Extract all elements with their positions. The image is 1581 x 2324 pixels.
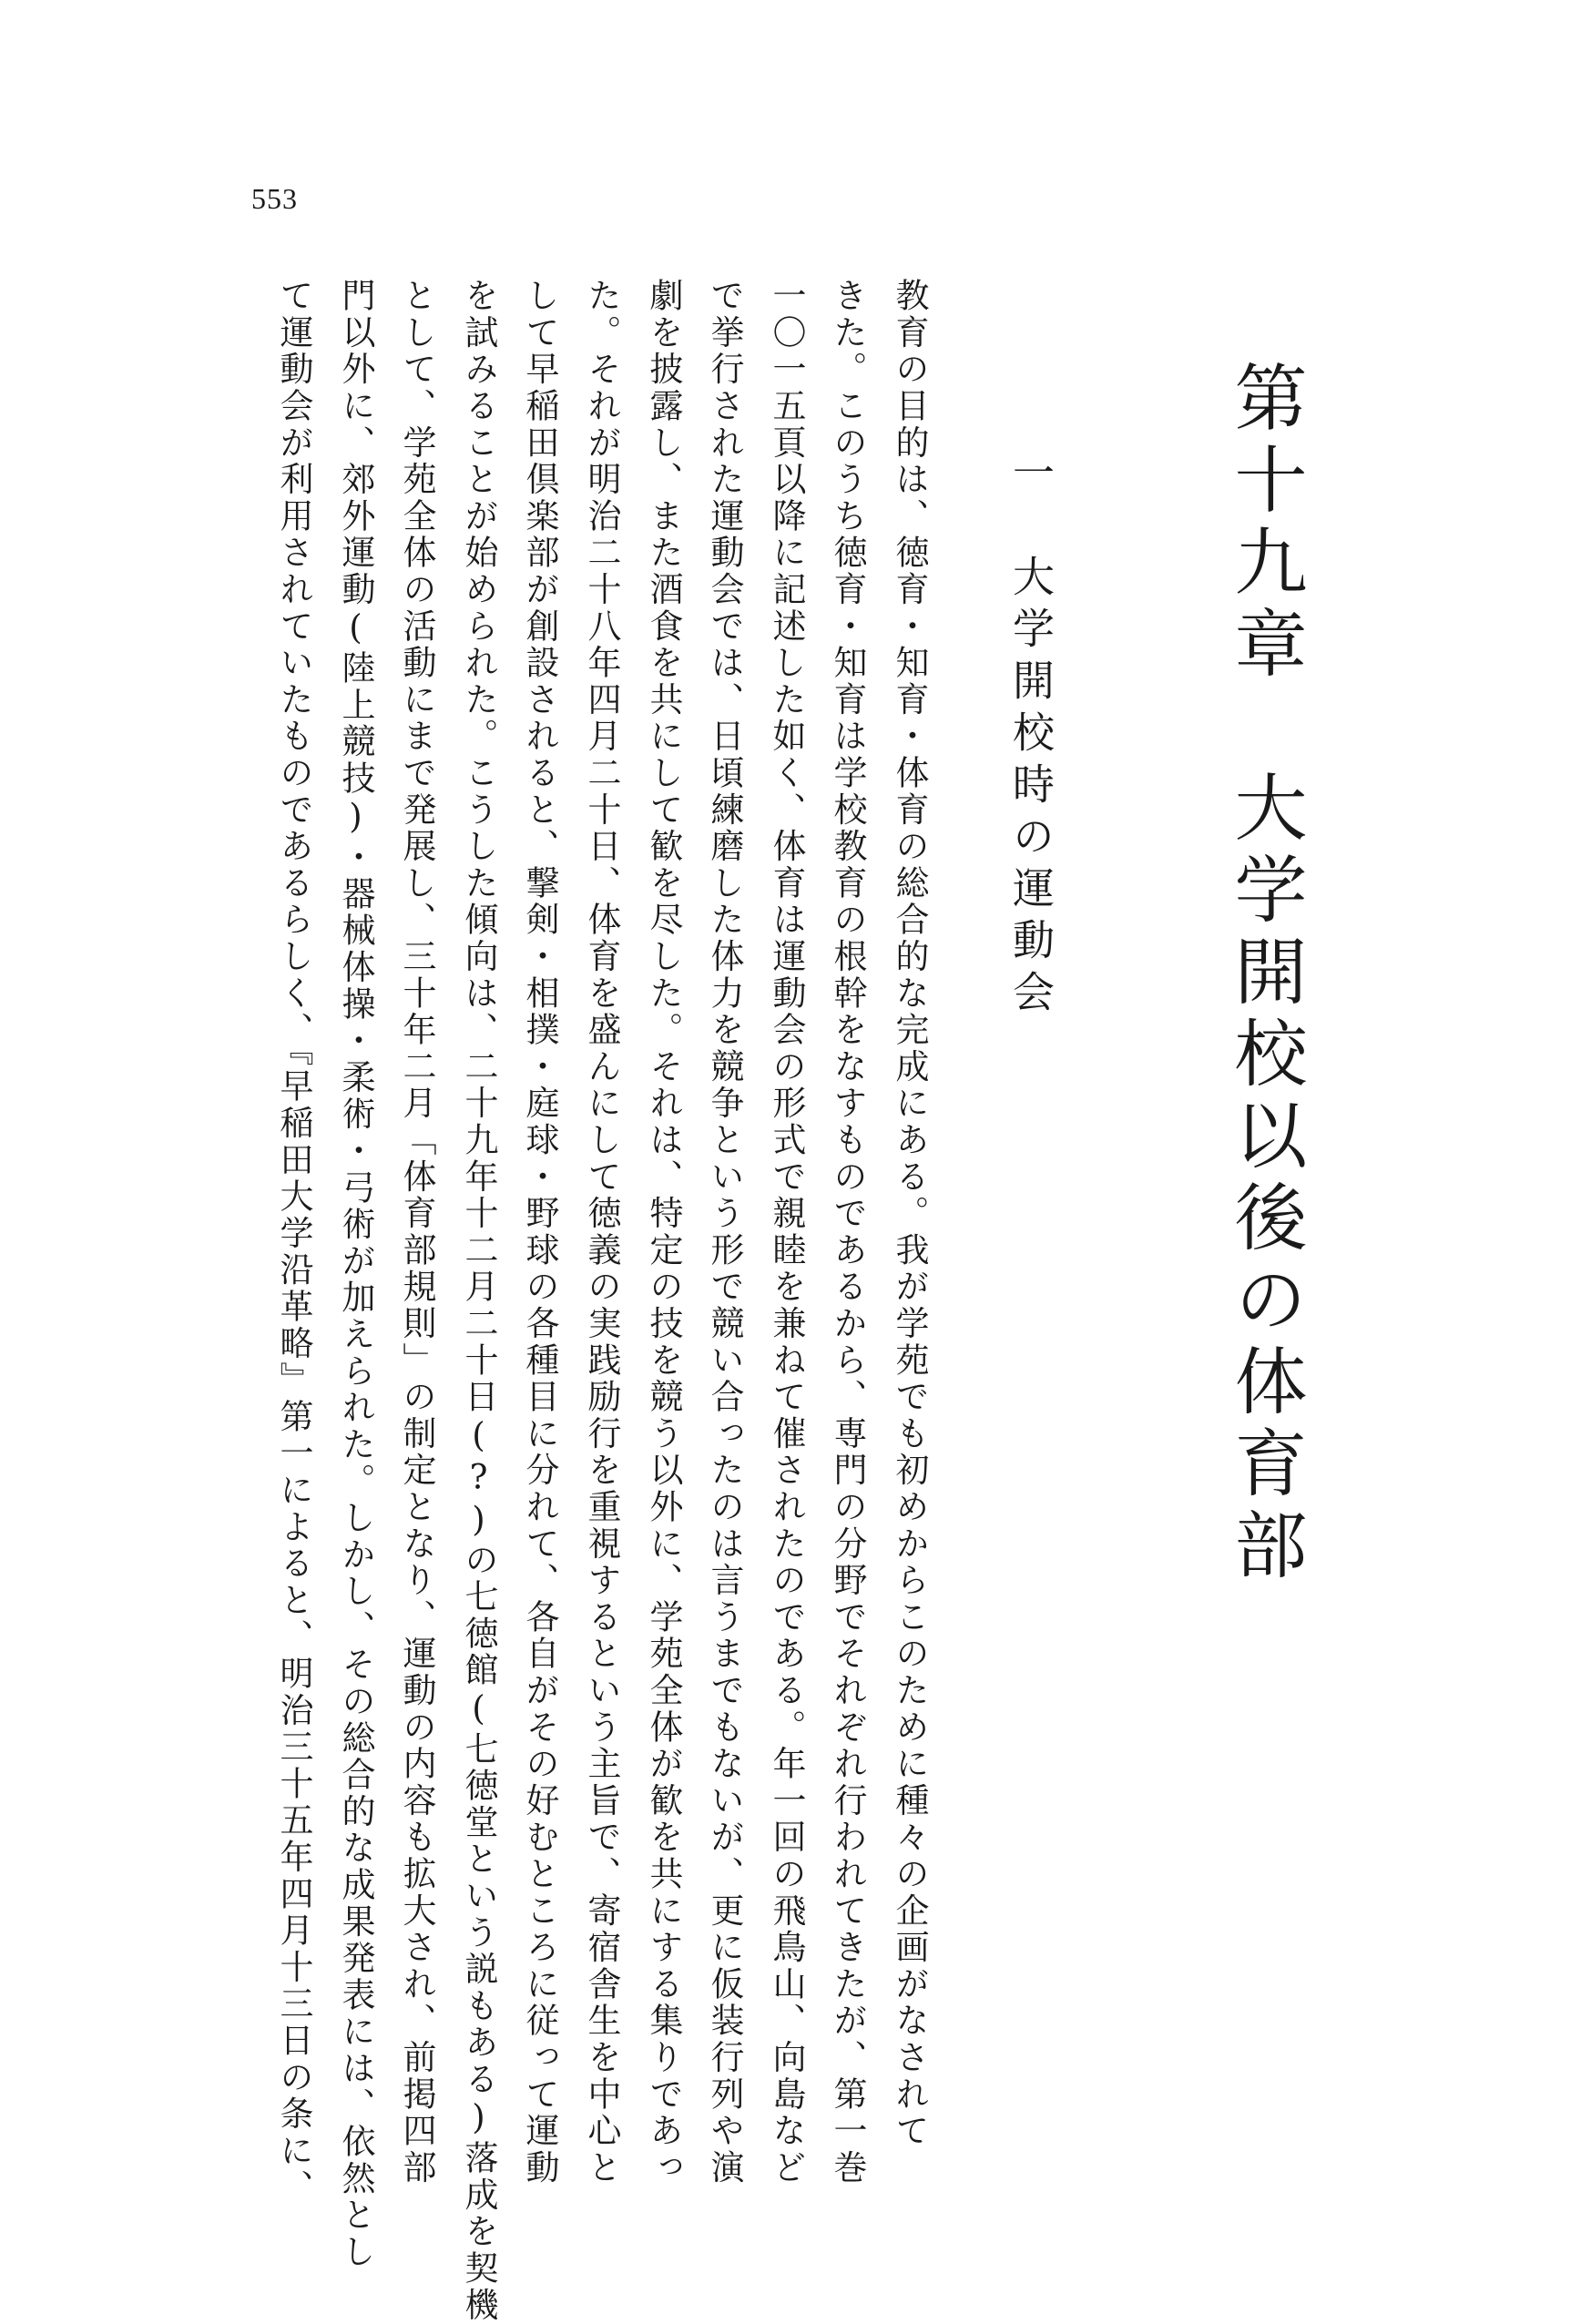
body-line-7: して早稲田倶楽部が創設されると、撃剣・相撲・庭球・野球の各種目に分れて、各自がその好むところに従って運動 — [520, 278, 559, 2186]
body-line-2: きた。このうち徳育・知育は学校教育の根幹をなすものであるから、専門の分野でそれぞれ行われてきたが、第一巻 — [828, 278, 867, 2186]
body-line-3: 一〇一五頁以降に記述した如く、体育は運動会の形式で親睦を兼ねて催されたのである。年一回の飛鳥山、向島など — [767, 278, 806, 2186]
body-line-4: で挙行された運動会では、日頃練磨した体力を競争という形で競い合ったのは言うまでもないが、更に仮装行列や演 — [705, 278, 744, 2186]
body-line-10: 門以外に、郊外運動(陸上競技)・器械体操・柔術・弓術が加えられた。しかし、その総合的な成果発表には、依然とし — [336, 278, 375, 2271]
body-line-6: た。それが明治二十八年四月二十日、体育を盛んにして徳義の実践励行を重視するという主旨で、寄宿舎生を中心と — [582, 278, 621, 2186]
body-line-1: 教育の目的は、徳育・知育・体育の総合的な完成にある。我が学苑でも初めからこのために種々の企画がなされて — [890, 278, 929, 2150]
body-line-5: 劇を披露し、また酒食を共にして歓を尽した。それは、特定の技を競う以外に、学苑全体が歓を共にする集りであっ — [644, 278, 683, 2186]
body-line-8: を試みることが始められた。こうした傾向は、二十九年十二月二十日(?)の七徳館(七徳堂という説もある)落成を契機 — [459, 278, 498, 2324]
chapter-title: 第十九章 大学開校以後の体育部 — [1222, 360, 1307, 1589]
page-number: 553 — [251, 182, 298, 215]
body-line-11: て運動会が利用されていたものであるらしく、『早稲田大学沿革略』第一によると、明治三十五年四月十三日の条に、 — [274, 278, 313, 2207]
section-title: 一 大学開校時の運動会 — [1006, 451, 1056, 1022]
body-line-9: として、学苑全体の活動にまで発展し、三十年二月「体育部規則」の制定となり、運動の内容も拡大され、前掲四部 — [397, 278, 436, 2186]
